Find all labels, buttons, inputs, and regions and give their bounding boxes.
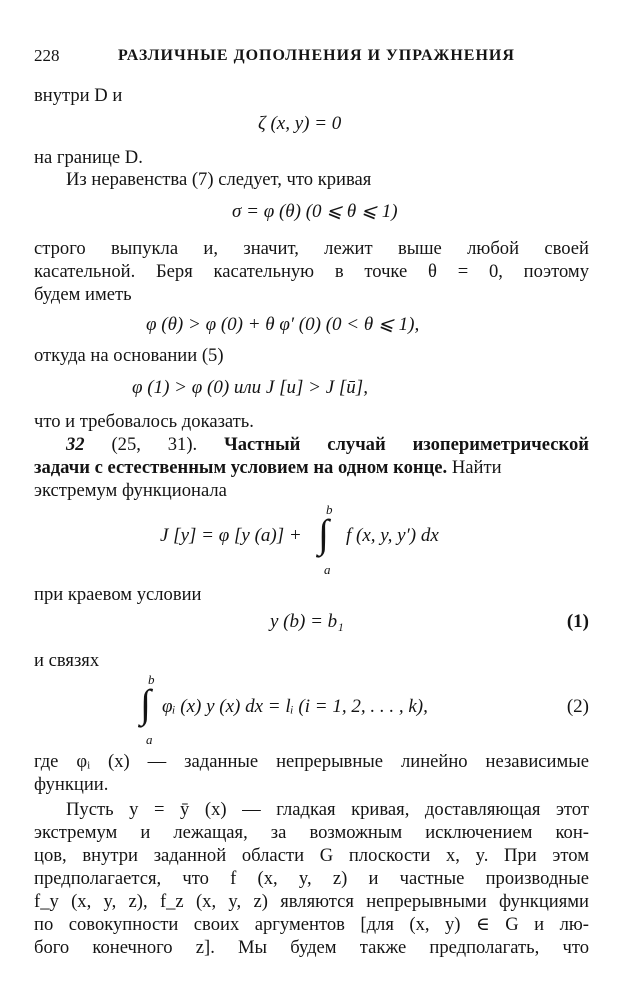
text-line: на границе D.: [34, 147, 143, 168]
problem-title: Частный случай изопериметрической: [224, 434, 589, 455]
upper-limit: b: [148, 672, 155, 687]
problem-number: 32: [66, 434, 85, 455]
equation-phi-inequality: φ (θ) > φ (0) + θ φ′ (0) (0 < θ ⩽ 1),: [146, 314, 420, 335]
integral-sign: ∫ b a: [140, 672, 160, 742]
text-line: экстремум и лежащая, за возможным исключением кон-: [34, 822, 589, 843]
text-line: Из неравенства (7) следует, что кривая: [66, 169, 372, 190]
text-line: что и требовалось доказать.: [34, 411, 254, 432]
text-line: при краевом условии: [34, 584, 202, 605]
text-line: предполагается, что f (x, y, z) и частные производные: [34, 868, 589, 889]
equation-sigma: σ = φ (θ) (0 ⩽ θ ⩽ 1): [232, 201, 398, 222]
text-line: будем иметь: [34, 284, 132, 305]
equation-j-comparison: φ (1) > φ (0) или J [u] > J [ū],: [132, 377, 368, 398]
page-number: 228: [34, 46, 60, 65]
equation-number: (2): [566, 696, 589, 717]
text-line: экстремум функционала: [34, 480, 227, 501]
equation-number: (1): [566, 611, 589, 632]
lower-limit: a: [146, 732, 153, 747]
text-line: откуда на основании (5): [34, 345, 224, 366]
text-line: f_y (x, y, z), f_z (x, y, z) являются непрерывными функциями: [34, 891, 589, 912]
text-line: бого конечного z]. Мы будем также предполагать, что: [34, 937, 589, 958]
upper-limit: b: [326, 502, 333, 517]
problem-heading-line: [66, 433, 589, 456]
equation-functional-integrand: f (x, y, y′) dx: [346, 525, 439, 546]
text-line: и связях: [34, 650, 100, 671]
text-line: Найти: [447, 457, 502, 478]
equation-functional: J [y] = φ [y (a)] +: [160, 525, 302, 546]
text-line: по совокупности своих аргументов [для (x, y) ∈ G и лю-: [34, 914, 589, 935]
text-line: цов, внутри заданной области G плоскости x, y. При этом: [34, 845, 589, 866]
equation-constraints: φᵢ (x) y (x) dx = lᵢ (i = 1, 2, . . . , k),: [162, 696, 428, 717]
text-line: где φᵢ (x) — заданные непрерывные линейно независимые: [34, 751, 589, 772]
problem-title-cont: задачи с естественным условием на одном конце.: [34, 457, 448, 478]
text-line: строго выпукла и, значит, лежит выше любой своей: [34, 238, 589, 259]
text-line: касательной. Беря касательную в точке θ = 0, поэтому: [34, 261, 589, 282]
problem-ref: (25, 31).: [84, 434, 225, 455]
equation-boundary: y (b) = b₁: [270, 611, 344, 632]
text-line: функции.: [34, 774, 109, 795]
problem-heading-line: [34, 456, 589, 479]
text-line: внутри D и: [34, 85, 123, 106]
equation-zeta: ζ (x, y) = 0: [258, 113, 342, 134]
lower-limit: a: [324, 562, 331, 577]
text-line: Пусть y = ȳ (x) — гладкая кривая, доставляющая этот: [66, 799, 589, 820]
integral-sign: ∫ b a: [318, 504, 338, 574]
running-title: РАЗЛИЧНЫЕ ДОПОЛНЕНИЯ И УПРАЖНЕНИЯ: [118, 47, 515, 64]
